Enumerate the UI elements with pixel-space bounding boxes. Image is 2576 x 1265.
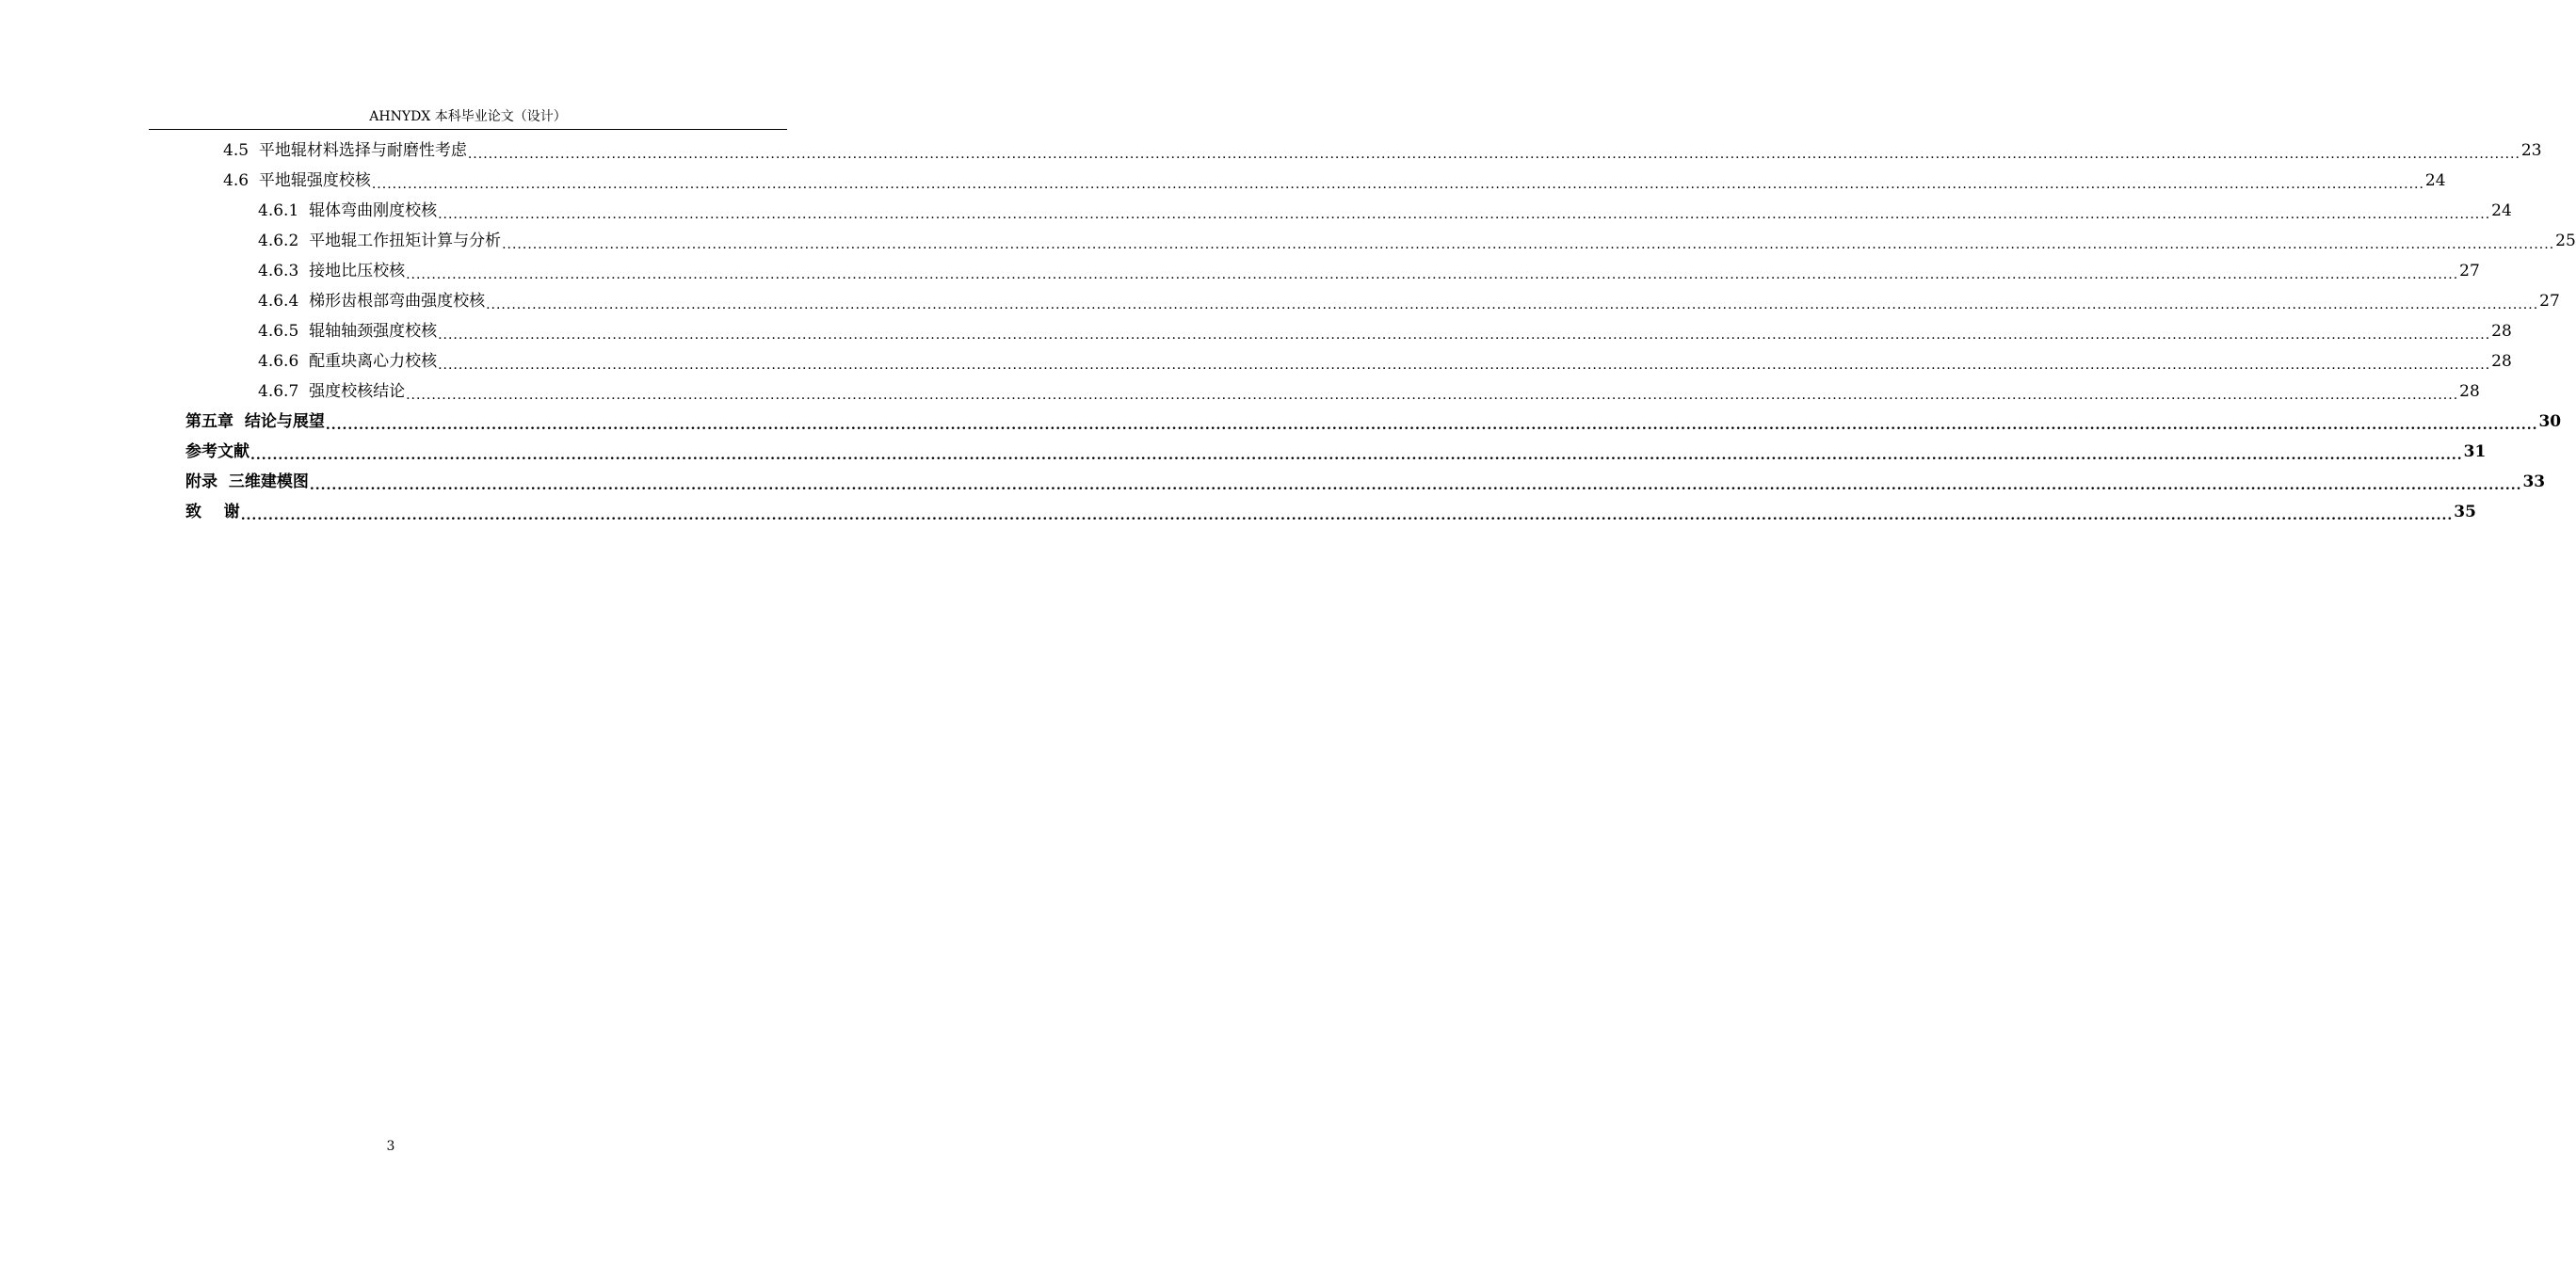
toc-entry-page: 27 [2459,262,2480,280]
dot-leader: ................................................................................................................................................................................................................................................................................................................................................................................................................ [438,207,2491,222]
dot-leader: ................................................................................................................................................................................................................................................................................................................................................................................................................ [438,358,2491,373]
dot-leader: ................................................................................................................................................................................................................................................................................................................................................................................................................ [502,237,2555,252]
toc-entry[interactable] [258,197,2512,222]
dot-leader: ................................................................................................................................................................................................................................................................................................................................................................................................................ [406,388,2459,403]
toc-entry-page: 33 [2522,472,2546,491]
toc-entry-page: 30 [2538,412,2562,431]
toc-entry[interactable] [223,136,2542,162]
toc-entry[interactable] [258,227,2576,252]
toc-entry-page: 28 [2491,352,2512,371]
dot-leader: ................................................................................................................................................................................................................................................................................................................................................................................................................ [309,478,2522,493]
toc-entry-page: 24 [2424,171,2446,190]
toc-entry[interactable] [258,317,2512,343]
toc-entry-title: 4.6.6 配重块离心力校核 [258,352,438,371]
toc-entry-title: 第五章 结论与展望 [185,412,325,431]
toc-entry-page: 31 [2463,442,2487,461]
toc-entry[interactable] [258,257,2480,282]
toc-entry[interactable] [185,468,2546,493]
page-number: 3 [386,1139,395,1154]
toc-entry[interactable] [185,438,2487,463]
dot-leader: ................................................................................................................................................................................................................................................................................................................................................................................................................ [467,147,2520,162]
toc-entry-title: 附录 三维建模图 [185,472,309,491]
running-header: AHNYDX 本科毕业论文（设计） [369,109,567,124]
toc-entry-title: 4.5 平地辊材料选择与耐磨性考虑 [223,141,467,160]
toc-entry-title: 4.6.3 接地比压校核 [258,262,406,280]
toc-entry-title: 4.6 平地辊强度校核 [223,171,371,190]
toc-entry-title: 4.6.4 梯形齿根部弯曲强度校核 [258,292,486,311]
toc-entry[interactable] [185,498,2476,523]
toc-entry-title: 致 谢 [185,503,240,521]
toc-entry-title: 4.6.5 辊轴轴颈强度校核 [258,322,438,341]
dot-leader: ................................................................................................................................................................................................................................................................................................................................................................................................................ [438,328,2491,343]
header-rule [149,129,787,130]
toc-entry-title: 4.6.7 强度校核结论 [258,382,406,401]
toc-entry-page: 25 [2555,232,2576,250]
toc-entry-title: 4.6.1 辊体弯曲刚度校核 [258,201,438,220]
toc-entry-page: 27 [2539,292,2560,311]
dot-leader: ................................................................................................................................................................................................................................................................................................................................................................................................................ [240,508,2454,523]
toc-entry[interactable] [258,377,2480,403]
toc-entry[interactable] [258,287,2560,312]
toc-entry-title: 参考文献 [185,442,250,461]
toc-entry[interactable] [258,347,2512,373]
dot-leader: ................................................................................................................................................................................................................................................................................................................................................................................................................ [486,297,2539,312]
dot-leader: ................................................................................................................................................................................................................................................................................................................................................................................................................ [250,448,2463,463]
toc-entry-title: 4.6.2 平地辊工作扭矩计算与分析 [258,232,502,250]
toc-entry-page: 35 [2454,503,2476,521]
toc-entry-page: 28 [2459,382,2480,401]
toc-entry[interactable] [185,408,2562,433]
toc-entry-page: 24 [2491,201,2512,220]
toc-entry-page: 28 [2491,322,2512,341]
toc-entry-page: 23 [2520,141,2542,160]
toc-entry[interactable] [223,167,2446,192]
dot-leader: ................................................................................................................................................................................................................................................................................................................................................................................................................ [406,267,2459,282]
dot-leader: ................................................................................................................................................................................................................................................................................................................................................................................................................ [325,418,2538,433]
dot-leader: ................................................................................................................................................................................................................................................................................................................................................................................................................ [371,177,2424,192]
